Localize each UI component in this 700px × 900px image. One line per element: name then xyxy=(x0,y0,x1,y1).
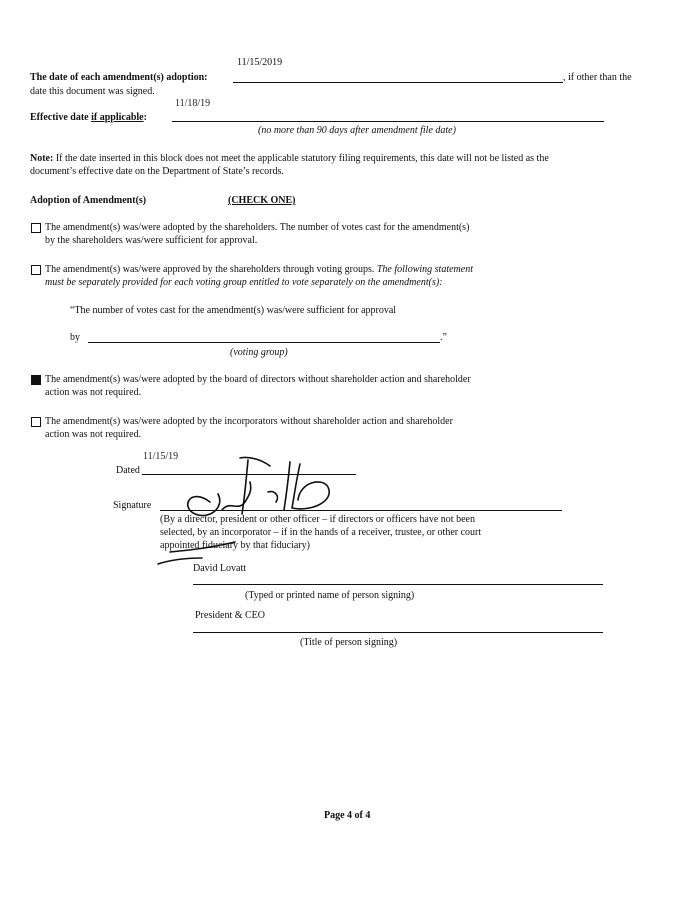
signature-instructions xyxy=(160,513,481,552)
signature-instruction-line2: selected, by an incorporator – if in the hands of a receiver, trustee, or other court xyxy=(160,527,482,538)
votes-statement: “The number of votes cast for the amendment(s) was/were sufficient for approval xyxy=(70,305,397,316)
typed-name: David Lovatt xyxy=(193,563,247,574)
note-line1: If the date inserted in this block does not meet the applicable statutory filing requirements, this date will not be listed as the xyxy=(55,153,549,164)
dated-label: Dated xyxy=(116,465,140,476)
dated-value: 11/15/19 xyxy=(143,451,179,462)
option-board-line2: action was not required. xyxy=(45,387,142,398)
close-quote: .” xyxy=(440,332,447,343)
option-voting-groups-checkbox[interactable] xyxy=(31,265,41,275)
note-line2: document’s effective date on the Department of State’s records. xyxy=(30,166,284,177)
check-one-label: (CHECK ONE) xyxy=(228,195,296,206)
amendment-adoption-suffix: , if other than the xyxy=(563,72,632,83)
option-board-text xyxy=(45,373,471,399)
option-incorporators-line1: The amendment(s) was/were adopted by the incorporators without shareholder action and shareholder xyxy=(45,416,453,427)
option-voting-groups-text xyxy=(45,263,473,289)
effective-date-label-pre: Effective date xyxy=(30,112,92,123)
option-shareholders-line2: by the shareholders was/were sufficient for approval. xyxy=(45,235,258,246)
option-incorporators-line2: action was not required. xyxy=(45,429,142,440)
typed-name-label: (Typed or printed name of person signing) xyxy=(245,590,415,601)
amendment-adoption-line[interactable] xyxy=(233,82,563,83)
amendment-adoption-continuation: date this document was signed. xyxy=(30,86,155,97)
option-shareholders-text xyxy=(45,221,469,247)
adoption-heading: Adoption of Amendment(s) xyxy=(30,195,147,206)
effective-date-label xyxy=(30,112,147,123)
header-date: 11/15/2019 xyxy=(237,57,283,68)
option-voting-groups-line2: must be separately provided for each voting group entitled to vote separately on the amendment(s): xyxy=(45,277,443,288)
effective-date-label-if: if applicable xyxy=(91,112,144,123)
voting-group-line[interactable] xyxy=(88,342,440,343)
signature-instruction-line3: appointed fiduciary by that fiduciary) xyxy=(160,540,310,551)
option-board-line1: The amendment(s) was/were adopted by the board of directors without shareholder action and shareholder xyxy=(45,374,471,385)
title-label: (Title of person signing) xyxy=(300,637,398,648)
option-incorporators-text xyxy=(45,415,453,441)
option-board-checkbox[interactable] xyxy=(31,375,41,385)
note-label: Note: xyxy=(30,153,54,164)
option-shareholders-line1: The amendment(s) was/were adopted by the shareholders. The number of votes cast for the amendment(s) xyxy=(45,222,470,233)
option-incorporators-checkbox[interactable] xyxy=(31,417,41,427)
signer-title: President & CEO xyxy=(195,610,265,621)
title-line[interactable] xyxy=(193,632,603,633)
effective-date-note: (no more than 90 days after amendment file date) xyxy=(258,125,456,136)
signature-instruction-line1: (By a director, president or other officer – if directors or officers have not been xyxy=(160,514,475,525)
amendment-adoption-label: The date of each amendment(s) adoption: xyxy=(30,72,208,83)
note-block xyxy=(30,152,650,178)
voting-group-label: (voting group) xyxy=(230,347,288,358)
signature-label: Signature xyxy=(113,500,152,511)
option-shareholders-checkbox[interactable] xyxy=(31,223,41,233)
effective-date-label-colon: : xyxy=(143,112,147,123)
effective-date-value: 11/18/19 xyxy=(175,98,211,109)
page-number: Page 4 of 4 xyxy=(324,810,371,821)
option-voting-groups-line1-italic: The following statement xyxy=(376,264,473,275)
by-label: by xyxy=(70,332,80,343)
effective-date-line[interactable] xyxy=(172,121,604,122)
typed-name-line[interactable] xyxy=(193,584,603,585)
option-voting-groups-line1: The amendment(s) was/were approved by the shareholders through voting groups. xyxy=(45,264,375,275)
